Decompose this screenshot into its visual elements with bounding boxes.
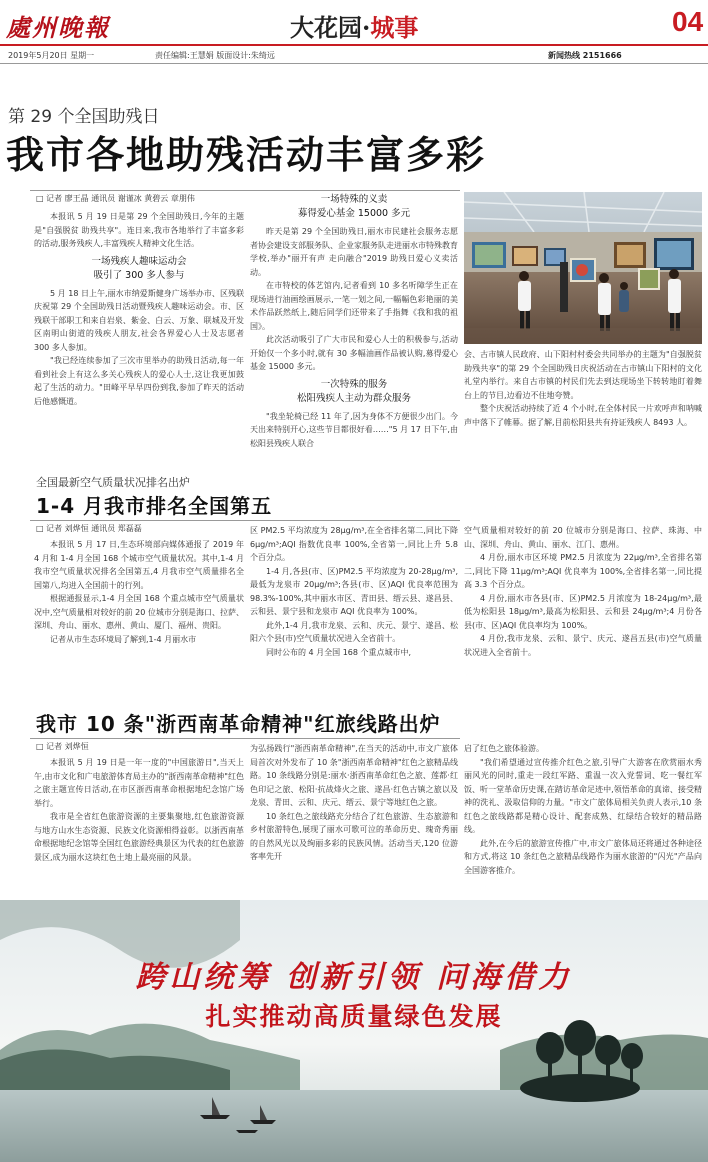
story1-col1	[34, 210, 244, 482]
page-number: 04	[672, 6, 704, 37]
story1-col1-p2: 5 月 18 日上午,丽水市纳爱斯健身广场举办市、区残联庆祝第 29 个全国助残日活动暨残疾人趣味运动会。市、区残联干部职工和来自岩泉、紫金、白云、万象、联城及开发区南明山街道的残疾人朋友,社会各界爱心人士及志愿者 300 多人参加。	[34, 288, 244, 352]
section-title-a: 大花园·	[290, 13, 371, 42]
story2-headline: 1-4 月我市排名全国第五	[36, 494, 273, 518]
section-title-b: 城事	[370, 13, 419, 42]
story1-subhead1b: 吸引了 300 多人参与	[93, 269, 185, 281]
story2-col1-p3: 记者从市生态环境局了解到,1-4 月丽水市	[50, 634, 197, 644]
story1-col3-p2: 整个庆祝活动持续了近 4 个小时,在全体村民一片欢呼声和呐喊声中落下了帷幕。据了解,目前松阳县共有持证残疾人 8493 人。	[464, 404, 702, 427]
sub-rule	[0, 63, 708, 64]
section-title	[290, 8, 418, 43]
newspaper-logo: 處州晚報	[6, 13, 110, 42]
story3-headline: 我市 10 条"浙西南革命精神"红旅线路出炉	[36, 712, 441, 736]
news-hotline: 新闻热线 2151666	[548, 51, 622, 60]
story2-col3-p3: 4 月份,丽水市各县(市、区)PM2.5 月浓度为 18-24μg/m³,最低为松阳县 18μg/m³,最高为松阳县、云和县 24μg/m³;4 月份各县(市、区)AQI 优良率均为 100%。	[464, 593, 702, 630]
banner-slogan: 跨山统筹 创新引领 问海借力	[135, 960, 573, 995]
story1-col2-p3: 此次活动吸引了广大市民和爱心人士的积极参与,活动开始仅一个多小时,就有 30 多幅油画作品被认购,募得爱心基金 15000 多元。	[250, 335, 458, 371]
story3-col3-p1: 启了红色之旅体验游。	[464, 744, 544, 753]
story2-kicker: 全国最新空气质量状况排名出炉	[36, 476, 190, 489]
story1-subhead2a: 一场特殊的义卖	[320, 194, 388, 205]
editor-credits: 责任编辑:王慧娟 版面设计:朱绮远	[155, 51, 275, 60]
story2-col2	[250, 524, 458, 678]
exhibition-hall-photo	[464, 192, 702, 344]
issue-date: 2019年5月20日 星期一	[8, 51, 95, 60]
story3-byline-text: 记者 刘烨恒	[46, 742, 89, 751]
story1-byline-rule	[30, 190, 460, 191]
story2-byline-rule	[30, 520, 460, 521]
story3-col1	[34, 756, 244, 886]
story1-col2-p1: 昨天是第 29 个全国助残日,丽水市民建社会服务志愿者协会建设支部服务队、企业家服务队走进丽水市特殊教育学校,举办"丽开有声 走向融合"2019 助残日爱心义卖活动。	[250, 227, 458, 277]
story2-col3-p1: 空气质量相对较好的前 20 位城市分别是海口、拉萨、珠海、中山、深圳、舟山、黄山、丽水、江门、惠州。	[464, 526, 702, 549]
story1-byline-text: 记者 廖王晶 通讯员 谢谨冰 黄碧云 章朋伟	[46, 194, 195, 203]
story2-col1-p1: 本报讯 5 月 17 日,生态环境部向媒体通报了 2019 年 4 月和 1-4 月全国 168 个城市空气质量状况。其中,1-4 月我市空气质量状况排名全国第五,4 月我市空气质量排名全国第八,均进入全国前十的行列。	[34, 540, 244, 590]
story1-headline: 我市各地助残活动丰富多彩	[6, 133, 487, 177]
story2-col2-p2: 1-4 月,各县(市、区)PM2.5 平均浓度为 20-28μg/m³,最低为龙泉市 20μg/m³;各县(市、区)AQI 优良率范围为 98.3%-100%,其中丽水市区、青田县、缙云县、遂昌县、云和县、景宁县和龙泉市 AQI 优良率为 100%。	[250, 566, 458, 616]
banner-tagline: 扎实推动高质量绿色发展	[205, 1002, 503, 1031]
story1-kicker: 第 29 个全国助残日	[8, 107, 160, 127]
story2-byline: □ 记者 刘烨恒 通讯员 郑磊磊	[36, 524, 142, 533]
story2-col2-p3: 此外,1-4 月,我市龙泉、云和、庆元、景宁、遂昌、松阳六个县(市)空气质量状况进入全省前十。	[250, 620, 458, 643]
story3-col3	[464, 742, 702, 886]
story1-byline: □ 记者 廖王晶 通讯员 谢谨冰 黄碧云 章朋伟	[36, 194, 195, 203]
story3-col2-p1: 为弘扬践行"浙西南革命精神",在当天的活动中,市文广旅体局首次对外发布了 10 条"浙西南革命精神"红色之旅精品线路。10 条线路分别是:丽水·浙西南革命红色之旅、莲都·红色印记之旅、松阳·抗战烽火之旅、遂昌·红色古镇之旅以及龙泉、青田、云和、庆元、缙云、景宁等地红色之旅。	[250, 744, 458, 807]
story1-subhead3a: 一次特殊的服务	[320, 378, 388, 390]
story2-col2-p1: 区 PM2.5 平均浓度为 28μg/m³,在全省排名第二,同比下降 6μg/m³;AQI 指数优良率 100%,全省第一,同比上升 5.8 个百分点。	[250, 526, 458, 562]
story2-col1-p2: 根据通报显示,1-4 月全国 168 个重点城市空气质量状况中,空气质量相对较好的前 20 位城市分别是海口、拉萨、深圳、舟山、丽水、惠州、黄山、厦门、福州、贵阳。	[34, 594, 244, 630]
story2-col1	[34, 538, 244, 678]
story1-col2	[250, 193, 458, 483]
promo-banner	[0, 900, 708, 1162]
story1-col1-p3: "我已经连续参加了三次市里举办的助残日活动,每一年看到社会上有这么多关心残疾人的爱心人士,这让我更加鼓起了生活的动力。"田峰平早早四份到我,参加了昨天的活动后他感慨道。	[34, 356, 244, 406]
story3-col3-p3: 此外,在今后的旅游宣传推广中,市文广旅体局还将通过各种途径和方式,将这 10 条红色之旅精品线路作为丽水旅游的"闪光"产品向全国游客推介。	[464, 838, 702, 875]
story3-byline: □ 记者 刘烨恒	[36, 742, 89, 751]
story2-col3	[464, 524, 702, 678]
top-rule	[0, 44, 708, 46]
story1-subhead1a: 一场残疾人趣味运动会	[91, 255, 187, 267]
story3-col1-p1: 本报讯 5 月 19 日是一年一度的"中国旅游日",当天上午,由市文化和广电旅游体育局主办的"浙西南革命精神"红色之旅主题宣传日活动,在市区浙西南革命根据地纪念馆广场举行。	[34, 758, 244, 808]
story2-col3-p2: 4 月份,丽水市区环境 PM2.5 月浓度为 22μg/m³,全省排名第二,同比下降 11μg/m³;AQI 优良率为 100%,全省排名第一,同比提高 3.3 个百分点。	[464, 553, 702, 589]
story3-col1-p2: 我市是全省红色旅游资源的主要集聚地,红色旅游资源与地方山水生态资源、民族文化资源相得益彰。以浙西南革命根据地纪念馆等全国红色旅游经典景区为代表的红色旅游景区,成为丽水这块红色土地上最亮丽的风景。	[34, 812, 244, 862]
story2-col2-p4: 同时公布的 4 月全国 168 个重点城市中,	[266, 647, 412, 657]
story1-col1-p1: 本报讯 5 月 19 日是第 29 个全国助残日,今年的主题是"自强脱贫 助残共享"。连日来,我市各地举行了丰富多彩的活动,服务残疾人,丰富残疾人精神文化生活。	[34, 212, 244, 248]
story2-byline-text: 记者 刘烨恒 通讯员 郑磊磊	[46, 524, 142, 533]
story3-col3-p2: "我们希望通过宣传推介红色之旅,引导广大游客在欣赏丽水秀丽风光的同时,重走一段红军路、重温一次入党誓词、吃一餐红军饭、听一堂革命历史课,在踏访革命足迹中,领悟革命的真谛、接受精神的洗礼、汲取信仰的力量。"市文广旅体局相关负责人表示,10 条红色之旅线路都是精心设计、配套成熟、红绿结合较好的精品路线。	[464, 757, 702, 834]
story1-col3	[464, 348, 702, 478]
story2-col3-p4: 4 月份,我市龙泉、云和、景宁、庆元、遂昌五县(市)空气质量状况进入全省前十。	[464, 634, 702, 657]
story1-subhead3b: 松阳残疾人主动为群众服务	[296, 392, 411, 404]
story1-col2-p2: 在市特校的体艺馆内,记者看到 10 多名听障学生正在现场进行油画绘画展示,一笔一划之间,一幅幅色彩艳丽的美术作品跃然纸上,随后同学们还带来了手指舞《我和我的祖国》。	[250, 281, 458, 331]
story1-col3-p1: 会、古市镇人民政府、山下阳村村委会共同举办的主题为"自强脱贫 助残共享"的第 29 个全国助残日庆祝活动在古市镇山下阳村的文化礼堂内举行。来自古市镇的村民们先去到达现场坐下转转地盯着舞台上的节目,边看边不住地夸赞。	[464, 350, 702, 400]
story1-col2-p4: "我坐轮椅已经 11 年了,因为身体不方便很少出门。今天出来特别开心,这些节目都很好看……"5 月 17 日下午,由松阳县残疾人联合	[250, 411, 458, 448]
story1-subhead2b: 募得爱心基金 15000 多元	[297, 208, 411, 219]
story3-col2	[250, 742, 458, 886]
event-photo	[464, 192, 702, 344]
story3-byline-rule	[30, 738, 460, 739]
story3-col2-p2: 10 条红色之旅线路充分结合了红色旅游、生态旅游和乡村旅游特色,展现了丽水可歌可泣的革命历史、瑰奇秀丽的自然风光以及绚丽多彩的民族风情。活动当天,120 位游客率先开	[250, 811, 458, 861]
